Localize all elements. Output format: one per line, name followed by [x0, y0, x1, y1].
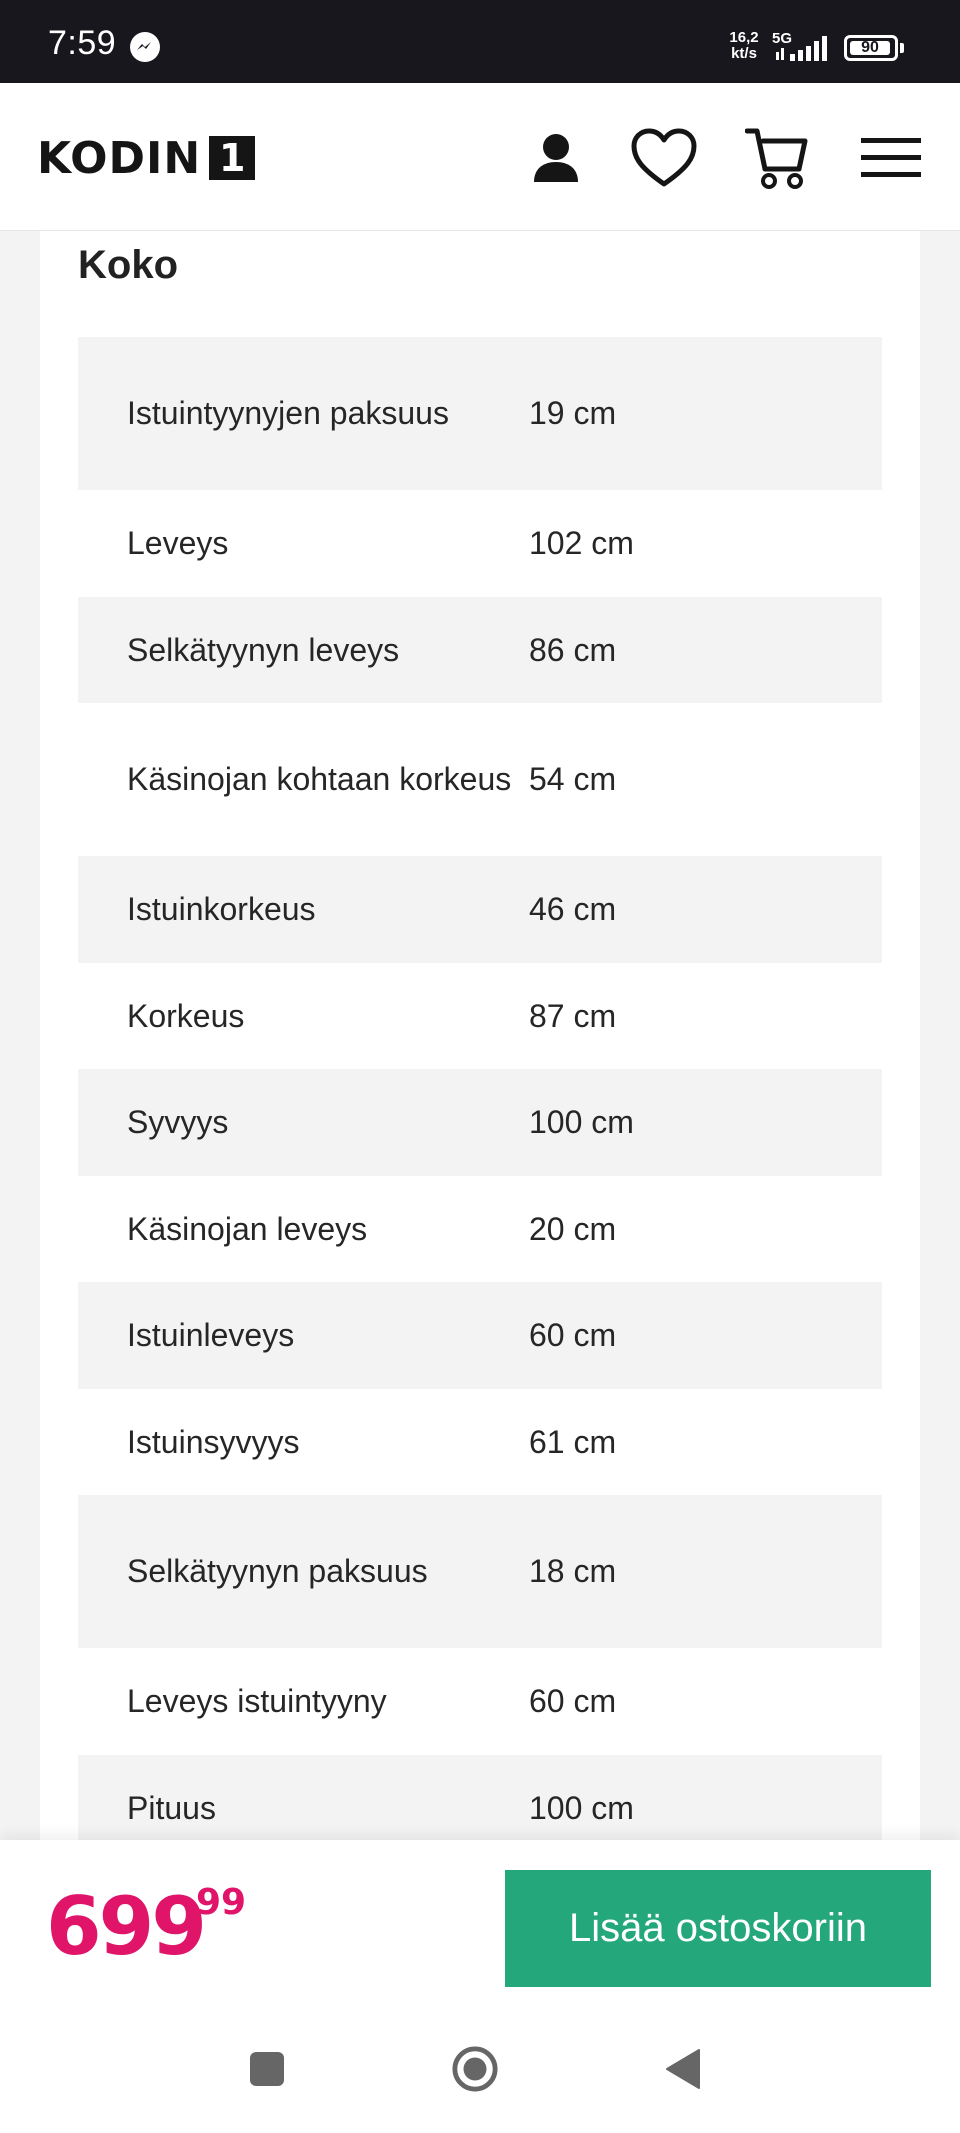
- cart-icon[interactable]: [742, 123, 812, 193]
- spec-label: Selkätyynyn leveys: [127, 631, 400, 668]
- spec-label: Käsinojan kohtaan korkeus: [127, 761, 512, 797]
- net-speed: [724, 30, 764, 62]
- battery-tip: [900, 43, 904, 53]
- table-row: [78, 1282, 882, 1389]
- table-row: [78, 856, 882, 963]
- spec-value: 18 cm: [529, 1553, 617, 1589]
- logo-number: 1: [209, 136, 255, 180]
- messenger-icon: [130, 32, 160, 62]
- size-section: [40, 231, 920, 1841]
- spec-label: Leveys: [127, 525, 229, 561]
- spec-value: 19 cm: [529, 395, 617, 431]
- network-type: 5G: [772, 30, 793, 47]
- table-row: [78, 963, 882, 1069]
- table-row: [78, 1648, 882, 1755]
- status-time: 7:59: [48, 24, 117, 62]
- spec-value: 102 cm: [529, 525, 634, 561]
- table-row: [78, 490, 882, 597]
- table-row: [78, 597, 882, 703]
- spec-value: 100 cm: [529, 1104, 634, 1140]
- price: [46, 1880, 247, 1973]
- battery-icon: [844, 35, 898, 61]
- price-main: 699: [46, 1880, 204, 1973]
- site-header: [0, 83, 960, 231]
- table-row: [78, 1389, 882, 1495]
- spec-label: Istuintyynyjen paksuus: [127, 395, 449, 431]
- spec-label: Käsinojan leveys: [127, 1210, 368, 1247]
- spec-table: [78, 337, 882, 1861]
- home-icon[interactable]: [452, 2046, 498, 2092]
- recents-icon[interactable]: [244, 2046, 290, 2092]
- spec-value: 86 cm: [529, 631, 617, 668]
- purchase-bar: [0, 1840, 960, 2003]
- table-row: [78, 703, 882, 856]
- spec-label: Istuinkorkeus: [127, 891, 316, 927]
- spec-value: 46 cm: [529, 891, 617, 927]
- table-row: [78, 1176, 882, 1282]
- spec-label: Istuinleveys: [127, 1317, 295, 1353]
- spec-label: Syvyys: [127, 1104, 229, 1140]
- spec-value: 54 cm: [529, 761, 617, 797]
- signal-icon: [776, 34, 832, 64]
- spec-label: Selkätyynyn paksuus: [127, 1553, 428, 1589]
- net-speed-unit: kt/s: [731, 45, 757, 62]
- spec-value: 100 cm: [529, 1789, 634, 1826]
- spec-value: 61 cm: [529, 1423, 617, 1460]
- spec-label: Korkeus: [127, 997, 245, 1034]
- spec-value: 60 cm: [529, 1317, 617, 1353]
- price-cents: 99: [196, 1882, 247, 1923]
- spec-value: 60 cm: [529, 1683, 617, 1719]
- logo-text: KODIN: [37, 132, 202, 184]
- menu-icon[interactable]: [856, 123, 926, 193]
- spec-label: Pituus: [127, 1789, 216, 1826]
- spec-value: 20 cm: [529, 1210, 617, 1247]
- table-row: [78, 1069, 882, 1176]
- heart-icon[interactable]: [629, 123, 699, 193]
- user-icon[interactable]: [521, 123, 591, 193]
- table-row: [78, 337, 882, 490]
- back-icon[interactable]: [660, 2046, 706, 2092]
- spec-label: Istuinsyvyys: [127, 1423, 300, 1460]
- table-row: [78, 1495, 882, 1648]
- add-to-cart-button[interactable]: Lisää ostoskoriin: [505, 1870, 931, 1987]
- logo[interactable]: [37, 132, 255, 184]
- spec-value: 87 cm: [529, 997, 617, 1034]
- battery-level: 90: [850, 41, 890, 55]
- status-bar: [0, 0, 960, 83]
- section-title: Koko: [78, 243, 178, 287]
- spec-label: Leveys istuintyyny: [127, 1683, 387, 1719]
- net-speed-value: 16,2: [729, 29, 759, 46]
- system-nav-bar: [0, 2003, 960, 2133]
